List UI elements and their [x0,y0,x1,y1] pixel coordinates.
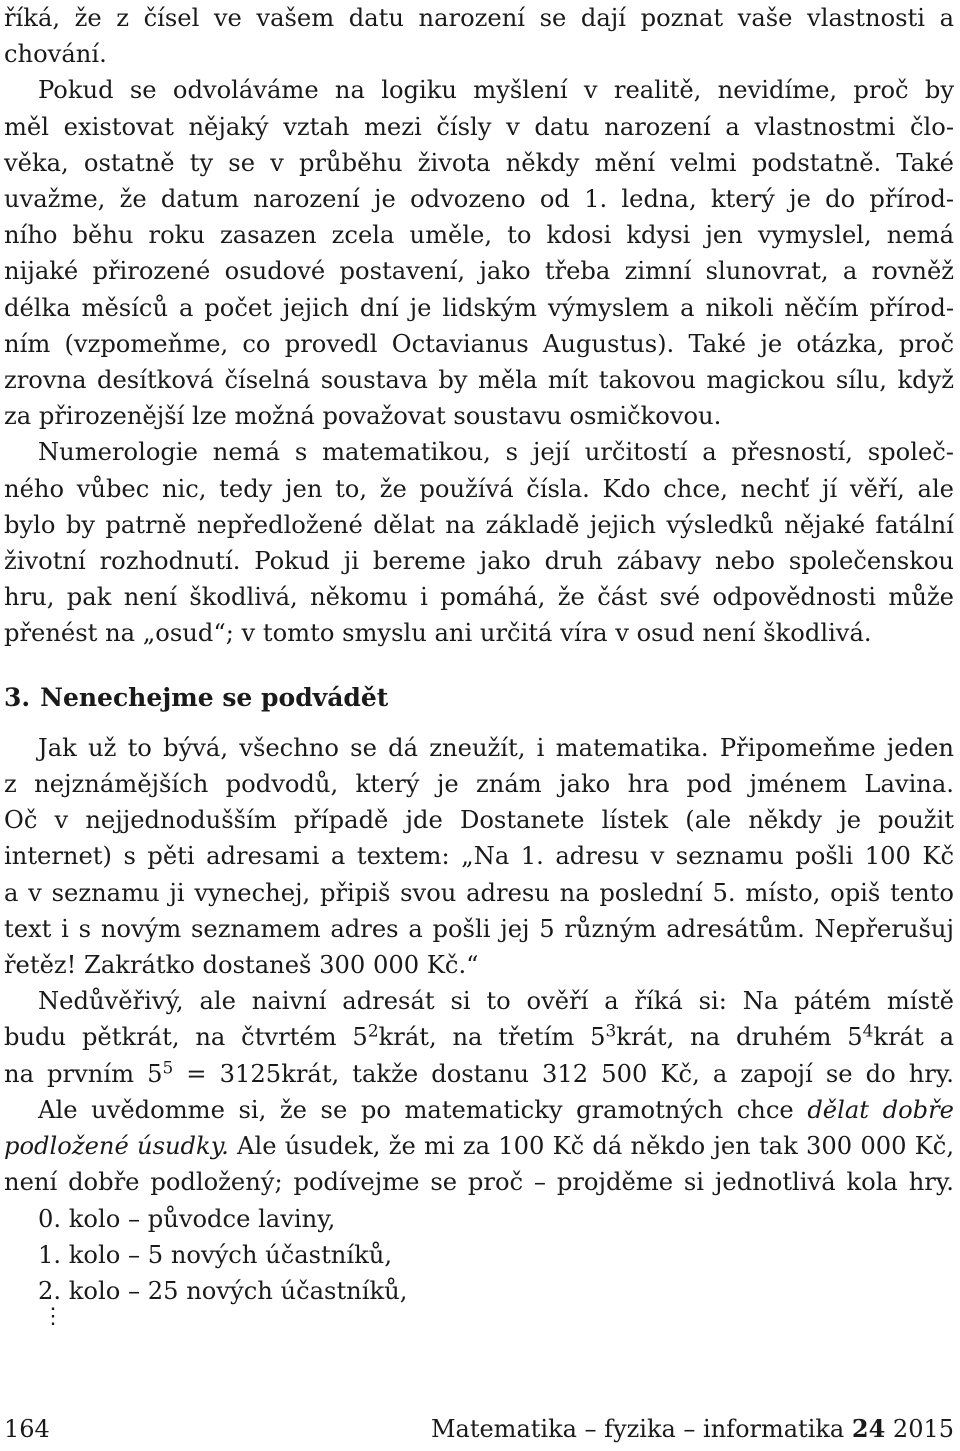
text-fragment: = 3125krát, takže dostanu 312 500 Kč, a zapojí se do hry. [173,1059,954,1088]
journal-year: 2015 [892,1415,954,1443]
page-number: 164 [4,1415,50,1443]
text-line: chování. [4,40,107,69]
text-line: a v seznamu ji vynechej, připiš svou adresu na poslední 5. místo, opiš tento [4,878,954,907]
text-line: Pokud se odvoláváme na logiku myšlení v realitě, nevidíme, proč by [38,76,954,105]
text-fragment: budu pětkrát, na čtvrtém 5 [4,1023,368,1052]
document-page [4,0,955,1330]
vertical-dots: ⋮ [42,1304,64,1330]
text-line: délka měsíců a počet jejich dní je lidským výmyslem a nikoli něčím přírod- [4,293,954,322]
list-item: 0. kolo – původce laviny, [38,1204,336,1233]
paragraph-1 [4,0,954,72]
text-line [4,1092,954,1128]
text-fragment: krát, na druhém 5 [616,1023,863,1052]
text-line: není dobře podložený; podívejme se proč – projděme si jednotlivá kola hry. [4,1168,954,1197]
text-line: Jak už to bývá, všechno se dá zneužít, i matematika. Připomeňme jeden [38,733,954,762]
rounds-list [4,1201,954,1330]
text-fragment: krát, na třetím 5 [378,1023,606,1052]
text-line: zrovna desítková číselná soustava by měla mít takovou magickou sílu, když [4,366,954,395]
text-line: uvažme, že datum narození je odvozeno od 1. ledna, který je do přírod- [4,185,954,214]
list-item: 1. kolo – 5 nových účastníků, [38,1240,393,1269]
exponent: 2 [367,1021,379,1042]
text-line: životní rozhodnutí. Pokud ji bereme jako druh zábavy nebo společenskou [4,547,954,576]
text-line: přenést na „osud“; v tomto smyslu ani určitá víra v osud není škodlivá. [4,619,872,648]
text-line [4,1056,954,1092]
text-line: text i s novým seznamem adres a pošli jej 5 různým adresátům. Nepřerušuj [4,914,954,943]
text-line: za přirozenější lze možná považovat soustavu osmičkovou. [4,402,722,431]
emphasis-text: podložené úsudky. [4,1132,229,1161]
paragraph-6 [4,1092,954,1201]
text-line: hru, pak není škodlivá, někomu i pomáhá, že část své odpovědnosti může [4,583,954,612]
text-line: nijaké přirozené osudové postavení, jako třeba zimní slunovrat, a rovněž [4,257,954,286]
text-line: z nejznámějších podvodů, který je znám jako hra pod jménem Lavina. [4,770,954,799]
paragraph-2 [4,72,954,434]
text-line: Oč v nejjednodušším případě jde Dostanete lístek (ale někdy je použit [4,806,954,835]
text-line: ního běhu roku zasazen zcela uměle, to kdosi kdysi jen vymyslel, nemá [4,221,954,250]
text-line [4,1019,954,1055]
text-line: říká, že z čísel ve vašem datu narození se dají poznat vaše vlastnosti a [4,4,954,32]
paragraph-4 [4,730,954,983]
list-item: 2. kolo – 25 nových účastníků, [38,1276,408,1305]
page-footer [4,1411,954,1447]
exponent: 5 [162,1057,174,1078]
paragraph-3 [4,434,954,651]
text-line: věka, ostatně ty se v průběhu života někdy mění velmi podstatně. Také [4,148,954,177]
text-line: internet) s pěti adresami a textem: „Na 1. adresu v seznamu pošli 100 Kč [4,842,954,871]
text-fragment: krát a [873,1023,955,1052]
text-line: měl existovat nějaký vztah mezi čísly v datu narození a vlastnostmi člo- [4,112,954,141]
text-line: ním (vzpomeňme, co provedl Octavianus Augustus). Také je otázka, proč [4,329,954,358]
text-line: řetěz! Zakrátko dostaneš 300 000 Kč.“ [4,951,479,980]
emphasis-text: dělat dobře [807,1095,954,1124]
journal-volume: 24 [851,1414,886,1443]
text-line: Numerologie nemá s matematikou, s její určitostí a přesností, společ- [38,438,954,467]
section-title: Nenechejme se podvádět [40,682,389,712]
text-line: Nedůvěřivý, ale naivní adresát si to ověří a říká si: Na pátém místě [38,987,954,1016]
text-line: bylo by patrně nepředložené dělat na základě jejich výsledků nějaké fatální [4,510,954,539]
text-line: ného vůbec nic, tedy jen to, že používá čísla. Kdo chce, nechť jí věří, ale [4,474,954,503]
text-fragment: na prvním 5 [4,1059,163,1088]
paragraph-5 [4,983,954,1092]
text-fragment: Ale úsudek, že mi za 100 Kč dá někdo jen tak 300 000 Kč, [228,1132,955,1161]
exponent: 3 [605,1021,617,1042]
text-fragment: Ale uvědomme si, že se po matematicky gramotných chce [38,1095,808,1124]
text-line [4,1128,954,1164]
journal-name: Matematika – fyzika – informatika [430,1415,845,1443]
section-number: 3. [4,682,31,712]
journal-info [431,1411,954,1447]
exponent: 4 [862,1021,874,1042]
section-heading [4,680,954,716]
